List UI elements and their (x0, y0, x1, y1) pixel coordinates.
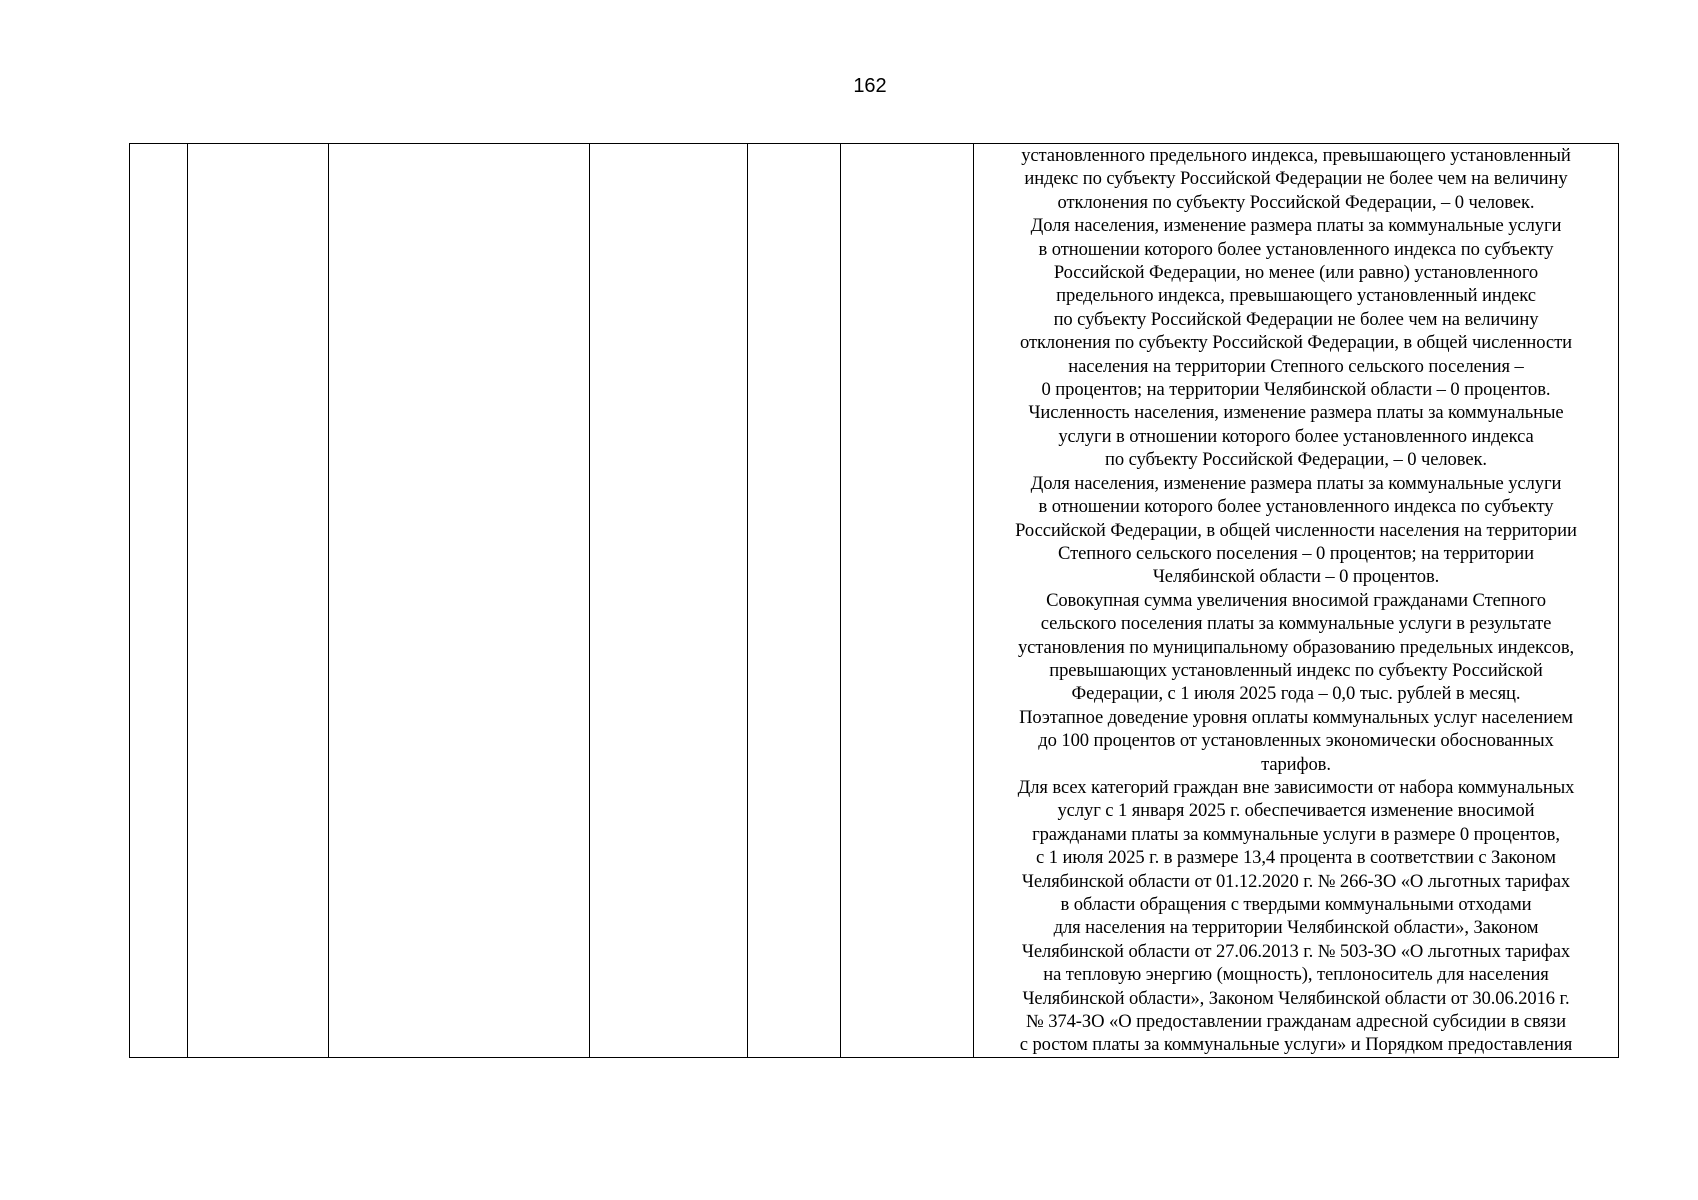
document-table (129, 143, 1619, 1058)
text-line: Для всех категорий граждан вне зависимости от набора коммунальных (1017, 776, 1575, 798)
text-line: установленного предельного индекса, превышающего установленный (1021, 145, 1571, 166)
text-line: тарифов. (1261, 753, 1331, 775)
text-line: превышающих установленный индекс по субъекту Российской (1049, 659, 1543, 681)
text-paragraph (974, 589, 1618, 706)
table-cell-col-2 (188, 144, 329, 1058)
text-line: на тепловую энергию (мощность), теплоноситель для населения (1043, 964, 1549, 986)
text-line: Численность населения, изменение размера платы за коммунальные (1028, 402, 1564, 424)
text-line: Челябинской области – 0 процентов. (1152, 566, 1440, 588)
table-cell-col-1 (130, 144, 188, 1058)
text-line: населения на территории Степного сельского поселения – (1068, 355, 1524, 377)
text-line: гражданами платы за коммунальные услуги в размере 0 процентов, (1032, 823, 1560, 845)
text-line: по субъекту Российской Федерации не более чем на величину (1053, 308, 1539, 330)
text-line: Степного сельского поселения – 0 процентов; на территории (1058, 542, 1534, 564)
text-paragraph (974, 472, 1618, 589)
text-line: услуги в отношении которого более установленного индекса (1058, 425, 1534, 447)
text-line: Федерации, с 1 июля 2025 года – 0,0 тыс. рублей в месяц. (1071, 683, 1521, 705)
text-paragraph (974, 144, 1618, 214)
text-line: индекс по субъекту Российской Федерации не более чем на величину (1024, 168, 1568, 190)
text-line: до 100 процентов от установленных экономически обоснованных (1038, 730, 1554, 752)
text-line: Российской Федерации, в общей численности населения на территории (1015, 519, 1577, 541)
text-line: № 374-ЗО «О предоставлении гражданам адресной субсидии в связи (1026, 1011, 1566, 1033)
page-number: 162 (853, 75, 887, 97)
text-line: Челябинской области от 27.06.2013 г. № 503-ЗО «О льготных тарифах (1021, 940, 1571, 962)
text-line: Совокупная сумма увеличения вносимой гражданами Степного (1046, 589, 1546, 611)
text-paragraph (974, 706, 1618, 776)
text-line: отклонения по субъекту Российской Федерации, в общей численности (1020, 332, 1572, 354)
text-line: Поэтапное доведение уровня оплаты коммунальных услуг населением (1019, 706, 1573, 728)
table-cell-col-5 (748, 144, 841, 1058)
table-cell-col-4 (590, 144, 748, 1058)
description-text (974, 144, 1618, 1057)
text-paragraph (974, 214, 1618, 401)
table-row (130, 144, 1619, 1058)
text-line: Доля населения, изменение размера платы за коммунальные услуги (1030, 215, 1562, 237)
text-line: услуг с 1 января 2025 г. обеспечивается изменение вносимой (1057, 800, 1535, 822)
table-cell-col-6 (841, 144, 974, 1058)
text-line: по субъекту Российской Федерации, – 0 человек. (1105, 449, 1487, 471)
text-line: в отношении которого более установленного индекса по субъекту (1038, 238, 1554, 260)
text-line: с 1 июля 2025 г. в размере 13,4 процента в соответствии с Законом (1036, 847, 1556, 869)
text-line: в отношении которого более установленного индекса по субъекту (1038, 496, 1554, 518)
text-line: Челябинской области», Законом Челябинской области от 30.06.2016 г. (1022, 987, 1570, 1009)
text-line: 0 процентов; на территории Челябинской области – 0 процентов. (1041, 379, 1551, 401)
text-line: в области обращения с твердыми коммунальными отходами (1060, 894, 1532, 915)
text-line: предельного индекса, превышающего установленный индекс (1056, 285, 1536, 307)
text-line: сельского поселения платы за коммунальные услуги в результате (1040, 613, 1552, 635)
table-cell-description (974, 144, 1619, 1058)
text-paragraph (974, 776, 1618, 1057)
text-line: с ростом платы за коммунальные услуги» и Порядком предоставления (1019, 1034, 1573, 1056)
text-line: отклонения по субъекту Российской Федерации, – 0 человек. (1057, 191, 1535, 213)
text-line: Доля населения, изменение размера платы за коммунальные услуги (1030, 472, 1562, 494)
text-line: для населения на территории Челябинской области», Законом (1053, 917, 1539, 939)
text-line: установления по муниципальному образованию предельных индексов, (1017, 636, 1575, 658)
text-line: Российской Федерации, но менее (или равно) установленного (1053, 262, 1539, 284)
text-line: Челябинской области от 01.12.2020 г. № 266-ЗО «О льготных тарифах (1021, 870, 1571, 892)
table-cell-col-3 (329, 144, 590, 1058)
text-paragraph (974, 401, 1618, 471)
